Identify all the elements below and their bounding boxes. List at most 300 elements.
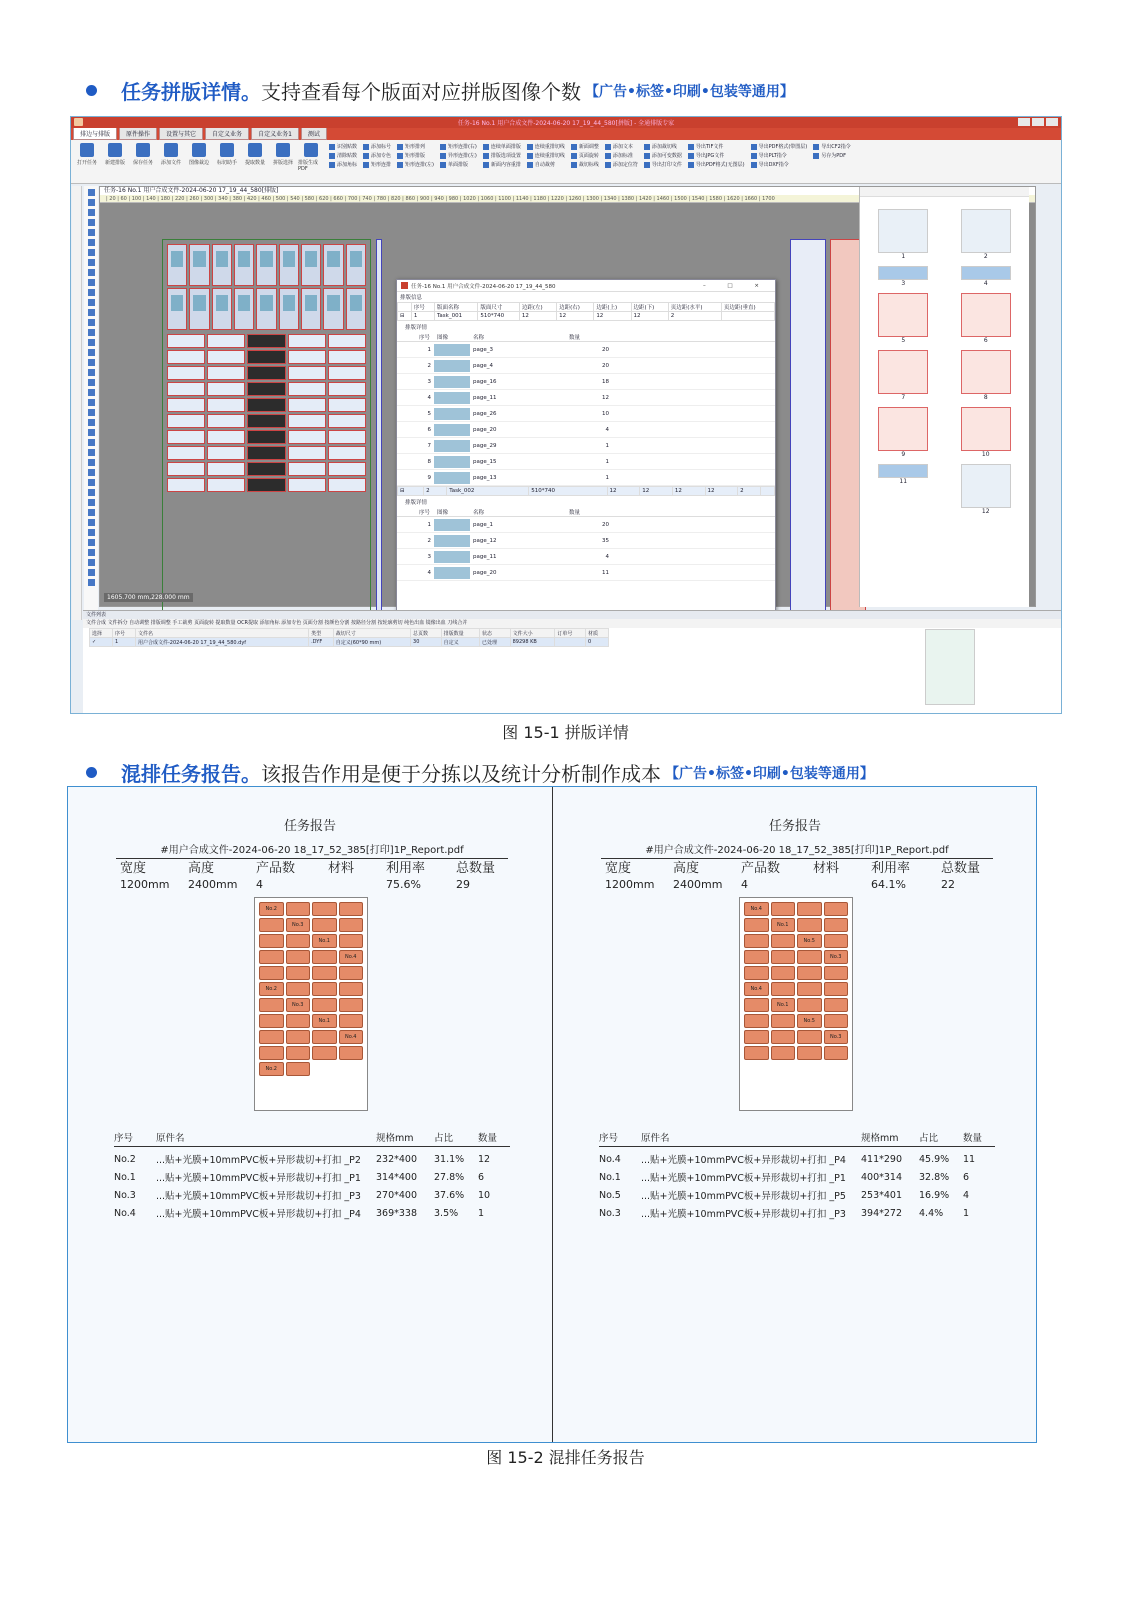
task-cell: 12 [705,487,738,496]
ribbon-small-button[interactable] [483,152,521,159]
product-cell: 3.5% [434,1207,459,1219]
tool-icon[interactable] [88,539,95,546]
ribbon-small-icon [688,144,694,150]
ribbon-small-button[interactable] [440,152,477,159]
sheet-cell [207,382,245,396]
tool-icon[interactable] [88,509,95,516]
ribbon-small-label: 新面内容重排 [490,162,521,168]
sheet-cell [288,430,326,444]
ribbon-small-icon [527,153,533,159]
product-column-header: 占比 [434,1133,454,1144]
ribbon-small-label: 导出TIF文件 [695,144,724,150]
detail-no: 7 [427,442,431,449]
product-cell: 32.8% [919,1171,950,1183]
ribbon-tab[interactable]: 设置与其它 [159,127,203,140]
ribbon-small-icon [483,153,489,159]
ribbon-button[interactable] [158,143,184,180]
detail-qty: 10 [602,410,609,417]
detail-no: 3 [427,553,431,560]
sheet-cell [207,366,245,380]
layout-piece [286,934,311,948]
expand-toggle[interactable]: ⊟ [398,312,412,321]
piece-label: No.2 [265,1066,277,1072]
ribbon-small-button[interactable] [329,161,357,168]
file-list-toolbar[interactable]: 文件合成 文件拆分 自动调整 排版调整 手工裁剪 页面旋转 提取数量 OCR提取 添加角标 添加专色 页面分割 按颜色分割 按路径分割 按轮廓剪切 纯色出血 镜像出血 刀线合并 [83,619,1061,628]
detail-no: 9 [427,474,431,481]
sheet-cell [234,244,254,286]
page-thumbnail[interactable] [864,350,943,401]
tool-icon[interactable] [88,439,95,446]
ribbon-small-button[interactable] [483,161,521,168]
expand-toggle[interactable]: ⊟ [398,487,424,496]
detail-thumbnail [434,360,470,372]
file-table-row[interactable] [90,638,609,647]
tool-icon[interactable] [88,469,95,476]
detail-name: page_1 [473,521,493,528]
tool-icon[interactable] [88,349,95,356]
summary-value: 2400mm [188,878,238,891]
minimize-button[interactable] [1018,118,1030,126]
sheet-cell [234,288,254,330]
product-cell: No.1 [114,1171,136,1183]
page-thumbnail[interactable] [947,293,1026,344]
ribbon-small-button[interactable] [644,152,682,159]
ribbon-button[interactable] [102,143,128,180]
ribbon-column [329,143,357,180]
task-cell: 12 [631,312,668,321]
page-thumbnail[interactable] [864,293,943,344]
product-row [114,1186,510,1204]
layout-piece [259,998,284,1012]
ribbon-small-button[interactable] [751,143,808,150]
tool-icon[interactable] [88,579,95,586]
ribbon-tab[interactable]: 自定义业务 [205,127,249,140]
layout-piece [259,1030,284,1044]
ribbon-small-button[interactable] [644,143,682,150]
file-list-panel [83,610,1061,714]
ribbon-small-icon [688,153,694,159]
summary-value: 4 [741,878,748,891]
horizontal-ruler: | 20 | 60 | 100 | 140 | 180 | 220 | 260 | 300 | 340 | 380 | 420 | 460 | 500 | 540 | 580 | 620 | 660 | 700 | 740 | 780 | 820 | 860 | 900 | 940 | 980 | 1020 | 1060 | 1100 | 1140 | 1180 | 1220 | 1260 | 1300 | 1340 | 1380 | 1420 | 1460 | 1500 | 1540 | 1580 | 1620 | 1660 | 1700 [100,195,1035,203]
ribbon-small-label: 添加裁切线 [651,144,677,150]
tool-icon[interactable] [88,369,95,376]
piece-label: No.3 [292,922,304,928]
sheet-cell [328,398,366,412]
ribbon-small-button[interactable] [397,152,434,159]
page-thumbnail[interactable] [864,209,943,260]
detail-row[interactable] [397,358,775,374]
ribbon-small-button[interactable] [527,161,565,168]
sheet-cell [328,350,366,364]
tool-icon[interactable] [88,319,95,326]
ribbon-small-button[interactable] [571,161,599,168]
tool-icon[interactable] [88,219,95,226]
ribbon-button-label: 拼版选择 [272,160,293,166]
tool-icon[interactable] [88,529,95,536]
ribbon-small-button[interactable] [363,143,391,150]
tool-icon[interactable] [88,499,95,506]
detail-thumbnail [434,408,470,420]
tool-strip [84,186,98,611]
product-cell: 12 [478,1153,491,1165]
thumbnail-image [961,464,1011,508]
bullet-tag: 【广告•标签•印刷•包装等通用】 [665,765,874,782]
summary-label: 总数量 [941,861,981,876]
layout-piece [259,950,284,964]
tool-icon[interactable] [88,449,95,456]
ribbon-small-icon [397,153,403,159]
sheet-cell [247,478,285,492]
detail-row[interactable] [397,565,775,581]
ribbon-button[interactable] [298,143,324,180]
thumbnail-image [878,293,928,337]
ribbon-column [751,143,808,180]
detail-qty: 1 [605,442,609,449]
file-column-header: 类型 [309,629,334,638]
dialog-window-controls[interactable]: – □ × [702,282,769,289]
task-cell: 510*740 [529,487,607,496]
sheet-cell [328,430,366,444]
ribbon-small-button[interactable] [605,161,638,168]
sheet-cell [328,478,366,492]
file-cell: .DYF [309,638,334,647]
tool-icon[interactable] [88,409,95,416]
ribbon-small-button[interactable] [751,161,808,168]
layout-piece [312,966,337,980]
ribbon-small-icon [363,162,369,168]
ribbon-tab[interactable]: 测试 [301,127,327,140]
detail-qty: 4 [605,553,609,560]
detail-thumbnail [434,344,470,356]
layout-piece [824,950,849,964]
app-logo-icon [74,118,83,126]
ribbon-small-label: 裁切标线 [578,162,599,168]
sheet-cell [301,244,321,286]
detail-column-header: 序号 [419,510,431,516]
piece-label: No.4 [750,906,762,912]
page-thumbnail[interactable] [947,266,1026,287]
product-cell: 31.1% [434,1153,465,1165]
dialog-title: 任务-16 No.1 用户合成文件-2024-06-20 17_19_44_580 [411,283,556,290]
ribbon-small-button[interactable] [688,152,745,159]
product-row [114,1168,510,1186]
product-cell: 4.4% [919,1207,944,1219]
tool-icon[interactable] [88,489,95,496]
ribbon-tab[interactable]: 排边与排版 [73,127,117,140]
detail-no: 4 [427,569,431,576]
product-cell: 6 [963,1171,970,1183]
ribbon-button[interactable] [130,143,156,180]
ribbon-button[interactable] [242,143,268,180]
layout-piece [286,1046,311,1060]
summary-label: 总数量 [456,861,496,876]
ribbon-small-button[interactable] [571,143,599,150]
task-cell: 2 [668,312,721,321]
dialog-subtitle: 排版信息 [400,295,423,301]
detail-name: page_12 [473,537,497,544]
tool-icon[interactable] [88,559,95,566]
task-cell: 12 [640,487,673,496]
ribbon-small-icon [751,144,757,150]
detail-thumbnail [434,424,470,436]
ribbon-small-buttons [329,143,851,180]
detail-row[interactable] [397,390,775,406]
ribbon-button[interactable] [270,143,296,180]
ribbon-small-button[interactable] [397,143,434,150]
detail-qty: 1 [605,474,609,481]
detail-row[interactable] [397,422,775,438]
tool-icon[interactable] [88,189,95,196]
tool-icon[interactable] [88,329,95,336]
task-cell [761,487,775,496]
detail-qty: 4 [605,426,609,433]
task-row[interactable] [398,312,775,321]
close-button[interactable] [1046,118,1058,126]
ribbon-tab[interactable]: 自定义业务1 [251,127,299,140]
detail-no: 8 [427,458,431,465]
ribbon-column [527,143,565,180]
product-cell: 400*314 [861,1171,903,1183]
tool-icon[interactable] [88,459,95,466]
detail-row[interactable] [397,374,775,390]
product-column-header: 规格mm [376,1133,414,1144]
detail-name: page_15 [473,458,497,465]
product-cell: 232*400 [376,1153,418,1165]
ribbon-small-label: 添加标号 [371,144,392,150]
sheet-cell [167,350,205,364]
detail-row[interactable] [397,549,775,565]
sheet-cell [247,414,285,428]
file-cell: 89298 KB [510,638,555,647]
page-thumbnail[interactable] [947,350,1026,401]
detail-row[interactable] [397,517,775,533]
tool-icon[interactable] [88,359,95,366]
detail-row[interactable] [397,454,775,470]
sheet-cell [207,334,245,348]
ribbon-small-button[interactable] [363,152,391,159]
summary-label: 宽度 [605,861,632,876]
layout-piece [744,1030,769,1044]
layout-piece [339,902,364,916]
ribbon-small-button[interactable] [527,143,565,150]
bullet-desc: 该报告作用是便于分拣以及统计分析制作成本 [261,762,661,786]
document-tab[interactable]: 任务-16 No.1 用户合成文件-2024-06-20 17_19_44_580[排版] [100,187,1035,195]
layout-preview [739,897,853,1111]
sheet-cell [328,382,366,396]
ribbon-small-label: 自动裁剪 [534,162,555,168]
product-cell: 369*338 [376,1207,418,1219]
ribbon-small-icon [605,153,611,159]
piece-label: No.3 [292,1002,304,1008]
ribbon-small-icon [644,144,650,150]
ribbon-small-icon [329,144,335,150]
file-column-header: 排版数量 [441,629,479,638]
page-thumbnail[interactable] [947,209,1026,260]
ribbon-small-button[interactable] [483,143,521,150]
detail-row[interactable] [397,438,775,454]
tool-icon[interactable] [88,569,95,576]
maximize-button[interactable] [1032,118,1044,126]
layout-piece [797,966,822,980]
tool-icon[interactable] [88,239,95,246]
tool-icon[interactable] [88,299,95,306]
tool-icon[interactable] [88,249,95,256]
page-thumbnail[interactable] [864,266,943,287]
task-cell: 12 [607,487,640,496]
detail-header [397,508,775,517]
tool-icon[interactable] [88,309,95,316]
summary-value [328,878,386,891]
detail-row[interactable] [397,406,775,422]
report-summary [120,857,516,891]
tool-icon[interactable] [88,229,95,236]
thumbnail-image [961,407,1011,451]
thumbnail-number: 1 [901,253,906,260]
sheet-cell [301,288,321,330]
file-cell: 1 [112,638,135,647]
ribbon-small-button[interactable] [440,143,477,150]
task-cell: 2 [424,487,447,496]
ribbon-small-label: 识别贴数 [337,144,358,150]
ribbon-small-label: 页面旋转 [578,153,599,159]
product-row [114,1204,510,1222]
ribbon-small-label: 矩形排版 [405,153,426,159]
ribbon-small-button[interactable] [605,143,638,150]
bullet-desc: 支持查看每个版面对应拼版图像个数 [261,80,581,104]
ribbon-small-button[interactable] [571,152,599,159]
product-cell: No.2 [114,1153,136,1165]
sheet-cell [247,366,285,380]
ribbon-small-label: 添加文本 [612,144,633,150]
ribbon-small-button[interactable] [397,161,434,168]
sheet-cell [189,288,209,330]
ribbon-small-label: 连续单面排版 [490,144,521,150]
ribbon-small-button[interactable] [329,143,357,150]
bullet-dot [86,767,97,778]
layout-piece [339,918,364,932]
product-cell: ...贴+光膜+10mmPVC板+异形裁切+打扣 _P2 [156,1155,361,1166]
layout-piece [259,902,284,916]
column-header: 版面尺寸 [478,303,519,312]
page-thumbnail[interactable] [947,407,1026,458]
detail-qty: 1 [605,458,609,465]
ribbon-small-icon [605,144,611,150]
layout-piece [824,1030,849,1044]
layout-piece [286,1062,311,1076]
ribbon-button-label: 标切助手 [216,160,237,166]
tool-icon[interactable] [88,429,95,436]
layout-piece [824,1014,849,1028]
detail-row[interactable] [397,533,775,549]
ribbon-button-icon [248,143,262,157]
product-cell: 10 [478,1189,491,1201]
tool-icon[interactable] [88,259,95,266]
task-row[interactable] [398,487,775,496]
tool-icon[interactable] [88,339,95,346]
ribbon-tab[interactable]: 原件操作 [119,127,157,140]
select-checkbox[interactable]: ✓ [90,638,113,647]
page-thumbnail[interactable] [864,464,943,515]
tool-icon[interactable] [88,399,95,406]
ribbon-button[interactable] [214,143,240,180]
ribbon-button[interactable] [74,143,100,180]
task-cell: 12 [672,487,705,496]
summary-label: 产品数 [256,861,296,876]
tool-icon[interactable] [88,419,95,426]
summary-label: 利用率 [871,861,911,876]
tool-icon[interactable] [88,519,95,526]
layout-piece [286,998,311,1012]
product-cell: 16.9% [919,1189,950,1201]
ribbon-small-button[interactable] [688,161,745,168]
ribbon-small-button[interactable] [329,152,357,159]
ribbon-small-button[interactable] [688,143,745,150]
page-thumbnail[interactable] [947,464,1026,515]
layout-piece [259,918,284,932]
sheet-cell [247,446,285,460]
layout-piece [744,918,769,932]
layout-piece [797,1014,822,1028]
ribbon-button-icon [304,143,318,157]
ribbon-button[interactable] [186,143,212,180]
ribbon-small-label: 添加专色 [371,153,392,159]
ribbon-button-label: 保存任务 [132,160,153,166]
detail-row[interactable] [397,470,775,486]
sheet-cell [288,334,326,348]
tool-icon[interactable] [88,279,95,286]
sheet-cell [207,478,245,492]
ribbon-button-label: 打开任务 [76,160,97,166]
detail-thumbnail [434,551,470,563]
ribbon-small-button[interactable] [363,161,391,168]
tool-icon[interactable] [88,549,95,556]
ribbon-small-button[interactable] [440,161,477,168]
task-table-2 [397,486,775,496]
product-cell: 4 [963,1189,970,1201]
sheet-cell [167,430,205,444]
ribbon-small-button[interactable] [813,143,851,150]
product-cell: No.4 [599,1153,621,1165]
column-header: 边距(右) [557,303,594,312]
product-cell: 45.9% [919,1153,950,1165]
ribbon-small-label: 连续重排切线 [534,153,565,159]
product-cell: No.3 [114,1189,136,1201]
sheet-cell [323,288,343,330]
sheet-cell [288,462,326,476]
ribbon-small-button[interactable] [644,161,682,168]
tool-icon[interactable] [88,379,95,386]
ribbon-small-icon [605,162,611,168]
ribbon-small-button[interactable] [605,152,638,159]
layout-piece [797,982,822,996]
product-cell: ...贴+光膜+10mmPVC板+异形裁切+打扣 _P3 [156,1191,361,1202]
tool-icon[interactable] [88,479,95,486]
ribbon-small-button[interactable] [751,152,808,159]
tool-icon[interactable] [88,289,95,296]
detail-row[interactable] [397,342,775,358]
report-filename: #用户合成文件-2024-06-20 18_17_52_385[打印]1P_Report.pdf [601,841,993,859]
ribbon-small-button[interactable] [527,152,565,159]
tool-icon[interactable] [88,389,95,396]
ribbon-column [440,143,477,180]
tool-icon[interactable] [88,209,95,216]
ribbon-small-button[interactable] [813,152,851,159]
page-thumbnail[interactable] [864,407,943,458]
tool-icon[interactable] [88,199,95,206]
tool-icon[interactable] [88,269,95,276]
second-sheet-strip [790,239,826,611]
window-controls [1018,118,1058,126]
